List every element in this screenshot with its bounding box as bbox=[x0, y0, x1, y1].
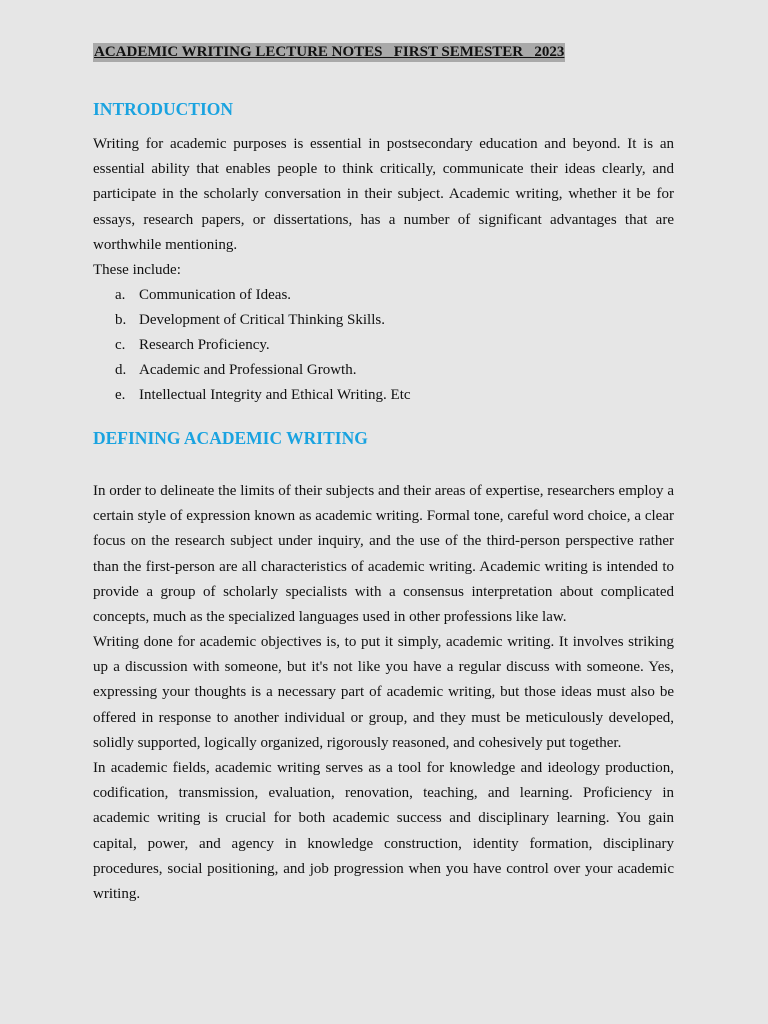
introduction-paragraph: Writing for academic purposes is essential in postsecondary education and beyond. It is an essential ability that enables people to think critically, communicate their ideas clearly, and participate in the scholarly conversation in their subject. Academic writing, whether it be for essays, research papers, or dissertations, has a number of significant advantages that are worthwhile mentioning. bbox=[93, 136, 674, 253]
list-item-text: Intellectual Integrity and Ethical Writing. Etc bbox=[139, 387, 411, 404]
defining-heading: DEFINING ACADEMIC WRITING bbox=[93, 428, 368, 448]
list-item bbox=[93, 283, 674, 308]
list-intro: These include: bbox=[93, 262, 181, 278]
list-item-text: Communication of Ideas. bbox=[139, 287, 292, 303]
list-marker: d. bbox=[115, 362, 127, 379]
list-item bbox=[93, 358, 674, 383]
list-marker: b. bbox=[115, 312, 127, 329]
list-item-text: Academic and Professional Growth. bbox=[139, 362, 357, 379]
list-item bbox=[93, 308, 674, 333]
list-item-text: Research Proficiency. bbox=[139, 337, 270, 354]
advantages-list bbox=[93, 283, 674, 408]
defining-paragraph-2: Writing done for academic objectives is, to put it simply, academic writing. It involves striking up a discussion with someone, but it's not like you have a regular discuss with someone. Yes, expressing your thoughts is a necessary part of academic writing, but those ideas must also be offered in response to another individual or group, and they must be meticulously developed, solidly supported, logically organized, rigorously reasoned, and cohesively put together. bbox=[93, 634, 674, 751]
defining-paragraph-3: In academic fields, academic writing serves as a tool for knowledge and ideology production, codification, transmission, evaluation, renovation, teaching, and learning. Proficiency in academic writing is crucial for both academic success and disciplinary learning. You gain capital, power, and agency in knowledge construction, identity formation, disciplinary procedures, social positioning, and job progression when you have control over your academic writing. bbox=[93, 760, 674, 903]
list-marker: c. bbox=[115, 337, 126, 354]
introduction-heading: INTRODUCTION bbox=[93, 99, 234, 119]
list-marker: a. bbox=[115, 287, 126, 303]
list-item bbox=[93, 333, 674, 358]
list-item-text: Development of Critical Thinking Skills. bbox=[139, 312, 385, 329]
defining-paragraph-1: In order to delineate the limits of their subjects and their areas of expertise, researchers employ a certain style of expression known as academic writing. Formal tone, careful word choice, a clear focus on the research subject under inquiry, and the use of the third-person perspective rather than the first-person are all characteristics of academic writing. Academic writing is intended to provide a group of scholarly specialists with a consensus interpretation about complicated concepts, much as the specialized languages used in other professions like law. bbox=[93, 483, 674, 626]
document-title: ACADEMIC WRITING LECTURE NOTES_ FIRST SEMESTER_ 2023 bbox=[94, 44, 565, 60]
list-marker: e. bbox=[115, 387, 126, 404]
list-item bbox=[93, 383, 674, 408]
